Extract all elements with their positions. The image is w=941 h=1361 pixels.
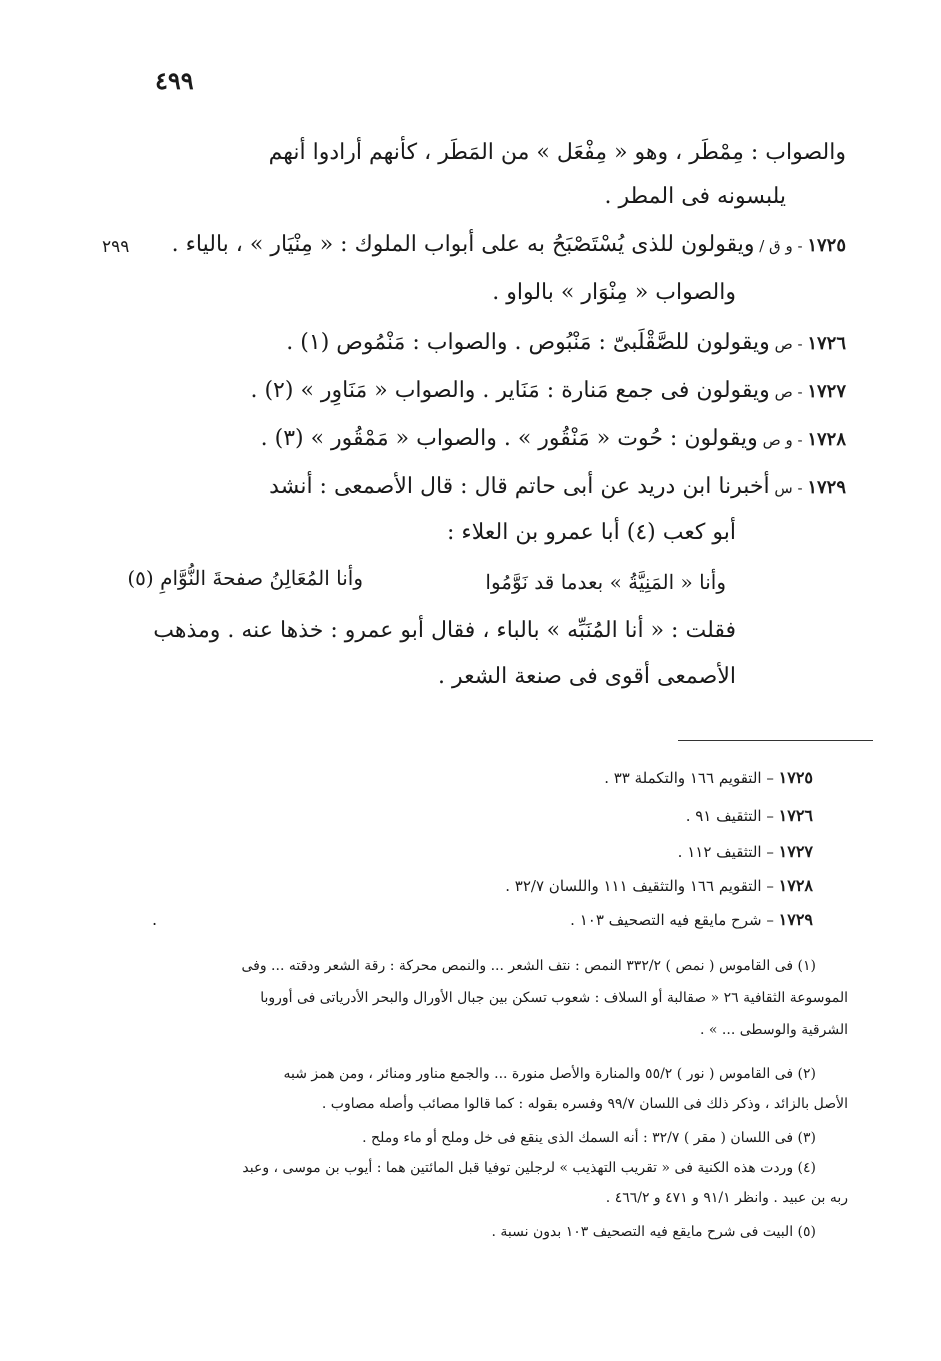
footnote-4-line: ربه بن عبيد . وانظر ٩١/١ و ٤٧١ و ٤٦٦/٢ . [605, 1190, 848, 1206]
source-number: ١٧٢٩ [778, 910, 813, 929]
entry-text: أبو كعب (٤) أبا عمرو بن العلاء : [447, 520, 736, 545]
source-number: ١٧٢٥ [778, 768, 813, 787]
entry-number: ١٧٢٧ [807, 381, 846, 402]
body-line: الأصمعى أقوى فى صنعة الشعر . [438, 664, 736, 689]
margin-reference: ٢٩٩ [102, 237, 130, 257]
source-text: – التقويم ١٦٦ والتكملة ٣٣ . [604, 769, 779, 787]
page-number: ٤٩٩ [155, 66, 194, 95]
entry-number: ١٧٢٥ [807, 235, 846, 256]
body-line: يلبسونه فى المطر . [604, 184, 786, 209]
entry-code: - ص [769, 383, 808, 401]
entry-1728 [261, 426, 846, 451]
source-text: – شرح مايقع فيه التصحيف ١٠٣ . [570, 911, 779, 929]
entry-1725 [172, 232, 846, 257]
entry-number: ١٧٢٩ [807, 477, 846, 498]
footnote-4-line: (٤) وردت هذه الكنية فى « تقريب التهذيب » لرجلين توفيا قبل المائتين هما : أيوب بن موسى ، وعبد [242, 1160, 816, 1176]
body-line: فقلت : « أنا المُنَبِّه » بالباء ، فقال أبو عمرو : خذها عنه . ومذهب [153, 618, 736, 643]
footnote-1-line: (١) فى القاموس ( نمص ) ٣٣٢/٢ النمص : نتف الشعر ... والنمص محركة : رقة الشعر ودقته ... وفى [241, 958, 816, 974]
entry-code: - س [769, 479, 808, 497]
footnote-2-line: (٢) فى القاموس ( نور ) ٥٥/٢ والمنارة والأصل منورة ... والجمع مناور ومنائر ، ومن همز شبه [283, 1066, 816, 1082]
source-number: ١٧٢٧ [778, 842, 813, 861]
entry-text: ويقولون للذى يُسْتَصْبَحُ به على أبواب الملوك : « مِنْيَار » ، بالياء . [171, 232, 755, 257]
entry-1729 [269, 474, 846, 499]
source-text: – التقويم ١٦٦ والتثقيف ١١١ واللسان ٣٢/٧ . [505, 877, 779, 895]
entry-1726 [286, 330, 846, 355]
entry-text: والصواب « مِنْوَار » بالواو . [492, 280, 736, 305]
stray-mark: . [152, 910, 158, 929]
footnote-1-line: الشرقية والوسطى ... » . [700, 1022, 848, 1038]
entry-1727 [250, 378, 846, 403]
body-line: والصواب : مِمْطَر ، وهو « مِفْعَل » من المَطَر ، كأنهم أرادوا أنهم [268, 140, 846, 165]
source-line [505, 876, 813, 895]
source-line [604, 768, 813, 787]
source-number: ١٧٢٨ [778, 876, 813, 895]
entry-code: - ص [769, 335, 808, 353]
source-number: ١٧٢٦ [778, 806, 813, 825]
footnote-5-line: (٥) البيت فى شرح مايقع فيه التصحيف ١٠٣ بدون نسبة . [491, 1224, 816, 1240]
source-line [570, 910, 813, 929]
footnote-3-line: (٣) فى اللسان ( مقر ) ٣٢/٧ : أنه السمك الذى ينقع فى خل وملح أو ماء وملح . [362, 1130, 816, 1146]
entry-code: - و ق / [754, 237, 808, 255]
source-line [678, 842, 813, 861]
source-text: – التثقيف ٩١ . [685, 807, 779, 825]
verse-second-hemistich: وأنا المُعَالِنُ صفحةَ النُّوَّامِ (٥) [127, 566, 363, 590]
entry-code: - و ص [757, 431, 808, 449]
source-line [686, 806, 813, 825]
entry-text: أخبرنا ابن دريد عن أبى حاتم قال : قال الأصمعى : أنشد [269, 474, 770, 499]
entry-number: ١٧٢٦ [807, 333, 846, 354]
footnote-1-line: الموسوعة الثقافية ٢٦ « صقالبة أو السلاف : شعوب تسكن بين جبال الأورال والبحر الأدرياتى فى أوروبا [260, 990, 848, 1006]
entry-text: ويقولون فى جمع مَنارة : مَنَاير . والصواب « مَنَاوِر » (٢) . [250, 378, 770, 403]
source-text: – التثقيف ١١٢ . [677, 843, 779, 861]
footnote-2-line: الأصل بالزائد ، وذكر ذلك فى اللسان ٩٩/٧ وفسره بقوله : كما قالوا مصائب وأصله مصاوب . [321, 1096, 848, 1112]
entry-number: ١٧٢٨ [807, 429, 846, 450]
verse-first-hemistich: وأنا « المَنِيَّةُ » بعدما قد نَوَّمُوا [485, 570, 726, 594]
entry-text: ويقولون للصَّقْلَبىّ : مَنْبُوص . والصواب : مَنْمُوص (١) . [286, 330, 770, 355]
entry-text: ويقولون : حُوت « مَنْقُور » . والصواب « مَمْقُور » (٣) . [260, 426, 758, 451]
footnote-divider [678, 740, 873, 741]
